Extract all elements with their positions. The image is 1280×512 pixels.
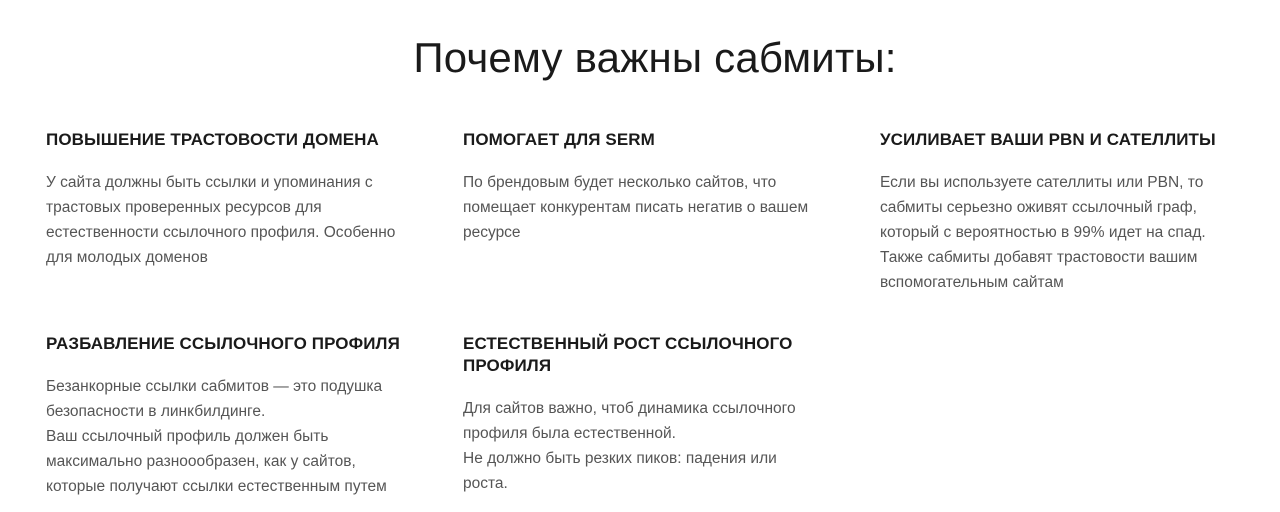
card-title: УСИЛИВАЕТ ВАШИ PBN И САТЕЛЛИТЫ [880,130,1216,149]
card-title [463,333,853,377]
card-title-line: ПРОФИЛЯ [463,356,552,375]
card-description [46,170,436,270]
card-text-line: Для сайтов важно, чтоб динамика ссылочного [463,400,796,417]
card-text-line: трастовых проверенных ресурсов для [46,199,322,216]
card-text-line: максимально разноообразен, как у сайтов, [46,453,356,470]
feature-card-pbn [880,129,1270,295]
card-text-line: Ваш ссылочный профиль должен быть [46,428,329,445]
feature-card-link-profile-dilution [46,333,436,499]
card-text-line: безопасности в линкбилдинге. [46,403,266,420]
card-text-line: естественности ссылочного профиля. Особенно [46,224,396,241]
card-text-line: который с вероятностью в 99% идет на спад. [880,224,1206,241]
card-title: ПОВЫШЕНИЕ ТРАСТОВОСТИ ДОМЕНА [46,130,379,149]
card-text-line: Если вы используете сателлиты или PBN, то [880,174,1204,191]
card-text-line: помещает конкурентам писать негатив о вашем [463,199,809,216]
card-text-line: Не должно быть резких пиков: падения или [463,450,777,467]
card-description [463,396,853,496]
feature-card-serm [463,129,853,245]
card-text-line: Также сабмиты добавят трастовости вашим [880,249,1198,266]
card-title-line: ЕСТЕСТВЕННЫЙ РОСТ ССЫЛОЧНОГО [463,334,793,353]
card-title: РАЗБАВЛЕНИЕ ССЫЛОЧНОГО ПРОФИЛЯ [46,334,400,353]
card-text-line: сабмиты серьезно оживят ссылочный граф, [880,199,1197,216]
card-text-line: профиля была естественной. [463,425,676,442]
card-title: ПОМОГАЕТ ДЛЯ SERM [463,130,655,149]
card-text-line: Безанкорные ссылки сабмитов — это подушка [46,378,383,395]
card-text-line: вспомогательным сайтам [880,274,1064,291]
card-text-line: ресурсе [463,224,521,241]
card-text-line: для молодых доменов [46,249,208,266]
page-title: Почему важны сабмиты: [413,34,897,82]
feature-card-domain-trust [46,129,436,270]
card-description [880,170,1270,295]
card-text-line: У сайта должны быть ссылки и упоминания с [46,174,373,191]
card-description [46,374,436,499]
card-text-line: которые получают ссылки естественным путем [46,478,387,495]
card-description [463,170,853,245]
feature-card-natural-growth [463,333,853,496]
card-text-line: По брендовым будет несколько сайтов, что [463,174,777,191]
card-text-line: роста. [463,475,508,492]
